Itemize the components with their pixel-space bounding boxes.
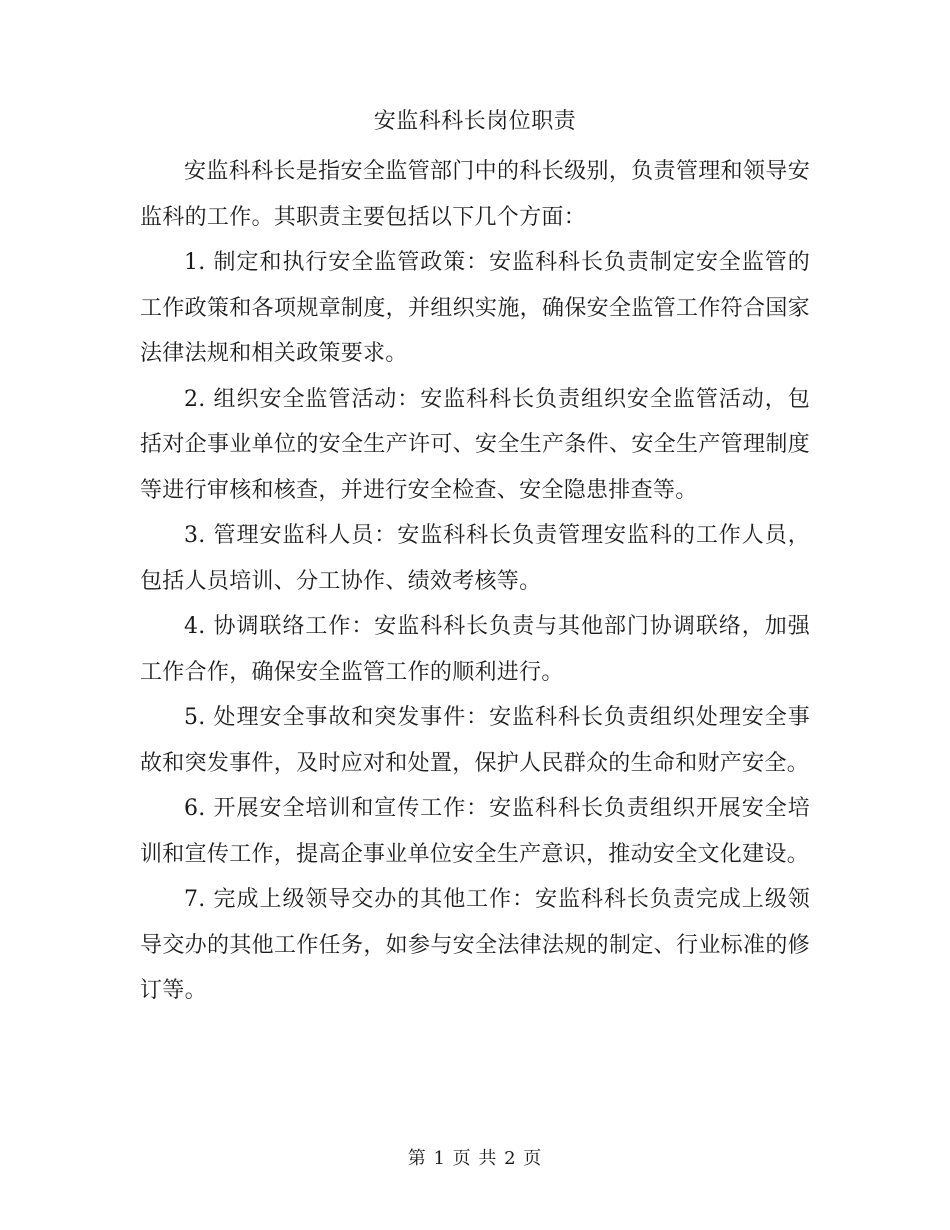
duty-item-5: 5. 处理安全事故和突发事件：安监科科长负责组织处理安全事故和突发事件，及时应对和处置，保护人民群众的生命和财产安全。 [140, 705, 810, 776]
duty-item-7: 7. 完成上级领导交办的其他工作：安监科科长负责完成上级领导交办的其他工作任务，如参与安全法律法规的制定、行业标准的修订等。 [140, 887, 810, 1003]
duty-item-1: 1. 制定和执行安全监管政策：安监科科长负责制定安全监管的工作政策和各项规章制度，并组织实施，确保安全监管工作符合国家法律法规和相关政策要求。 [140, 250, 810, 366]
duty-item-3: 3. 管理安监科人员：安监科科长负责管理安监科的工作人员，包括人员培训、分工协作、绩效考核等。 [140, 523, 810, 594]
document-body [140, 149, 810, 1014]
document-title: 安监科科长岗位职责 [373, 109, 577, 134]
duty-item-4: 4. 协调联络工作：安监科科长负责与其他部门协调联络，加强工作合作，确保安全监管工作的顺利进行。 [140, 614, 810, 685]
intro-paragraph: 安监科科长是指安全监管部门中的科长级别，负责管理和领导安监科的工作。其职责主要包括以下几个方面： [140, 159, 810, 230]
page-number-footer: 第 1 页 共 2 页 [407, 1148, 543, 1169]
duty-item-6: 6. 开展安全培训和宣传工作：安监科科长负责组织开展安全培训和宣传工作，提高企事业单位安全生产意识，推动安全文化建设。 [140, 796, 810, 867]
duty-item-2: 2. 组织安全监管活动：安监科科长负责组织安全监管活动，包括对企事业单位的安全生产许可、安全生产条件、安全生产管理制度等进行审核和核查，并进行安全检查、安全隐患排查等。 [140, 386, 810, 503]
